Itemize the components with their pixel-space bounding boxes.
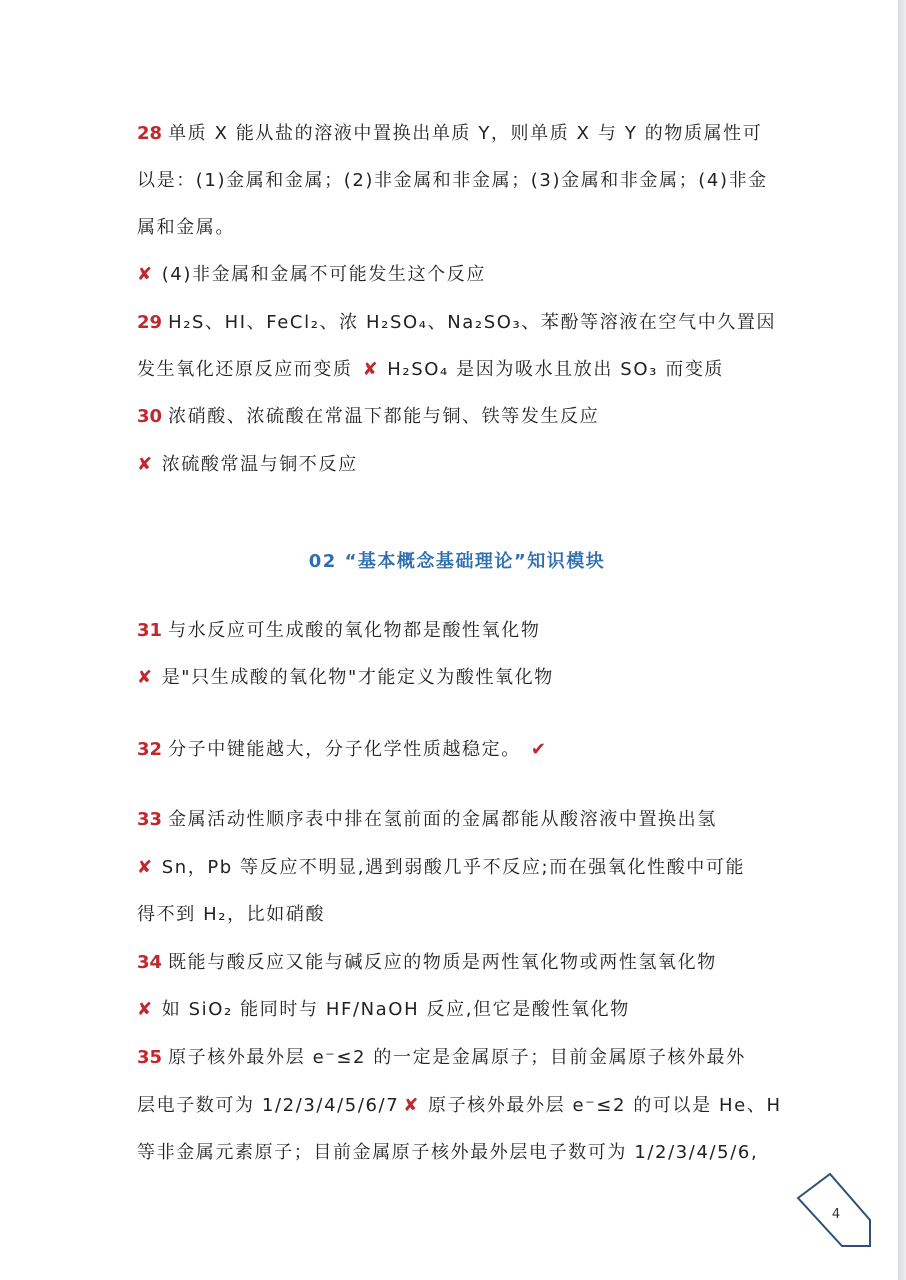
item-number: 29 [137, 312, 163, 333]
page-edge [898, 0, 906, 1280]
item-number: 28 [137, 123, 163, 144]
cross-mark-icon: ✘ [403, 1095, 420, 1116]
item-28-line-3: 属和金属。 [137, 217, 235, 238]
cross-mark-icon: ✘ [137, 454, 154, 475]
item-33-note-1: ✘ Sn，Pb 等反应不明显,遇到弱酸几乎不反应;而在强氧化性酸中可能 [137, 855, 745, 881]
cross-mark-icon: ✘ [137, 999, 154, 1020]
item-35-line-2: 层电子数可为 1/2/3/4/5/6/7 ✘ 原子核外最外层 e⁻≤2 的可以是 He、H [137, 1093, 782, 1119]
item-35-line-1: 35 原子核外最外层 e⁻≤2 的一定是金属原子；目前金属原子核外最外 [137, 1047, 746, 1068]
item-number: 30 [137, 406, 163, 427]
item-28-note: ✘ (4)非金属和金属不可能发生这个反应 [137, 262, 486, 288]
cross-mark-icon: ✘ [362, 359, 380, 380]
item-31-note: ✘ 是"只生成酸的氧化物"才能定义为酸性氧化物 [137, 665, 554, 691]
item-32-line: 32 分子中键能越大，分子化学性质越稳定。 ✔ [137, 737, 556, 763]
item-30-note: ✘ 浓硫酸常温与铜不反应 [137, 452, 358, 478]
item-29-line-2: 发生氧化还原反应而变质 ✘ H₂SO₄ 是因为吸水且放出 SO₃ 而变质 [137, 357, 724, 383]
page-number: 4 [831, 1207, 841, 1222]
item-number: 31 [137, 620, 163, 641]
item-number: 33 [137, 809, 163, 830]
item-33-line: 33 金属活动性顺序表中排在氢前面的金属都能从酸溶液中置换出氢 [137, 809, 717, 830]
item-29-line-1: 29 H₂S、HI、FeCl₂、浓 H₂SO₄、Na₂SO₃、苯酚等溶液在空气中久置因 [137, 312, 777, 333]
cross-mark-icon: ✘ [137, 667, 154, 688]
item-number: 34 [137, 952, 163, 973]
item-33-note-2: 得不到 H₂，比如硝酸 [137, 904, 326, 925]
item-30-line: 30 浓硝酸、浓硫酸在常温下都能与铜、铁等发生反应 [137, 406, 600, 427]
item-31-line: 31 与水反应可生成酸的氧化物都是酸性氧化物 [137, 620, 541, 641]
cross-mark-icon: ✘ [137, 857, 154, 878]
check-mark-icon: ✔ [530, 739, 548, 760]
item-28-line-2: 以是：(1)金属和金属；(2)非金属和非金属；(3)金属和非金属；(4)非金 [137, 170, 768, 191]
item-35-line-3: 等非金属元素原子；目前金属原子核外最外层电子数可为 1/2/3/4/5/6, [137, 1142, 759, 1163]
item-number: 35 [137, 1047, 163, 1068]
section-title: 02 “基本概念基础理论”知识模块 [308, 551, 606, 572]
item-28-line-1: 28 单质 X 能从盐的溶液中置换出单质 Y，则单质 X 与 Y 的物质属性可 [137, 123, 763, 144]
item-number: 32 [137, 739, 163, 760]
cross-mark-icon: ✘ [137, 264, 154, 285]
item-34-note: ✘ 如 SiO₂ 能同时与 HF/NaOH 反应,但它是酸性氧化物 [137, 997, 630, 1023]
item-34-line: 34 既能与酸反应又能与碱反应的物质是两性氧化物或两性氢氧化物 [137, 952, 717, 973]
